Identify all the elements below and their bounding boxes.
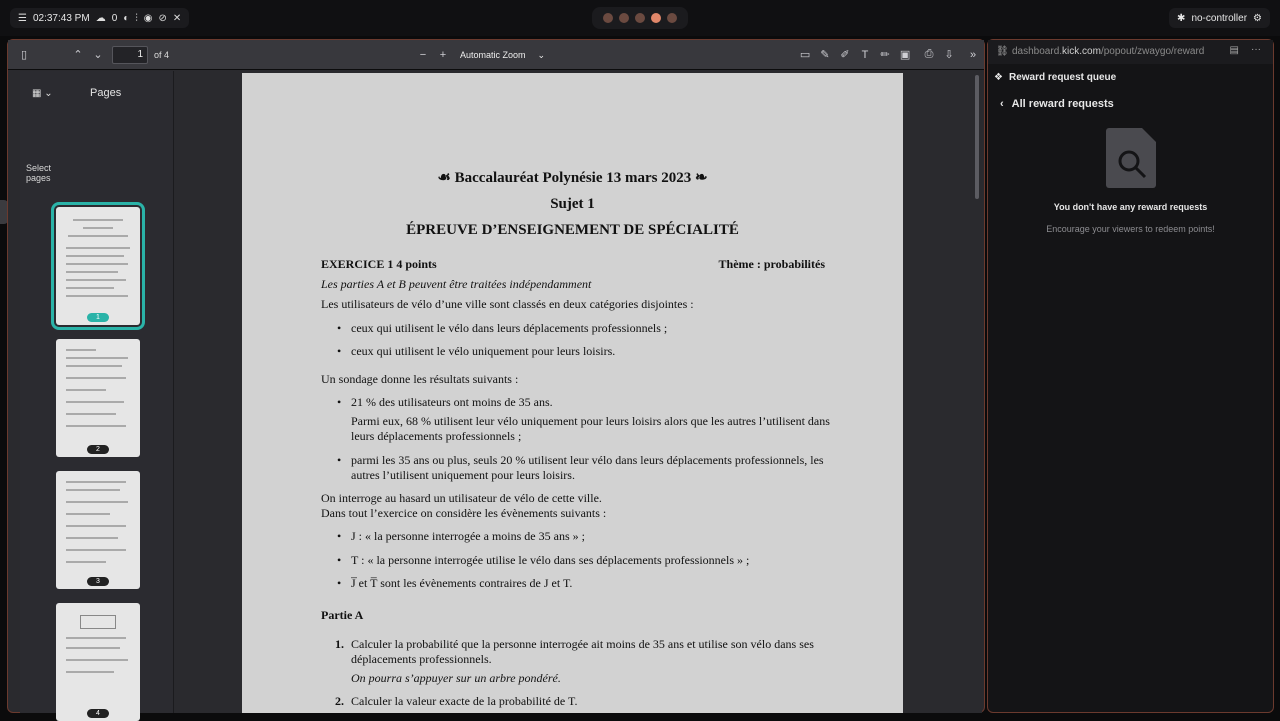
- grid-icon[interactable]: ▦ ⌄: [32, 88, 53, 99]
- bullet: •: [337, 395, 342, 409]
- pages-sidebar: [20, 71, 174, 717]
- page-thumbnail-1[interactable]: [56, 207, 140, 325]
- document-scrollbar[interactable]: [975, 75, 979, 199]
- category-2: ceux qui utilisent le vélo uniquement pour leurs loisirs.: [351, 344, 616, 358]
- workspace-dot-2[interactable]: [619, 13, 629, 23]
- workspace-dots[interactable]: [592, 7, 688, 29]
- page-total: of 4: [154, 49, 170, 60]
- thumbnail-number: 1: [87, 313, 109, 322]
- pdf-page: [242, 73, 903, 713]
- save-icon[interactable]: ⇩: [944, 49, 954, 61]
- kick-popout-window: [987, 39, 1274, 713]
- mute-icon[interactable]: ✕: [172, 12, 182, 24]
- controller-status[interactable]: [1169, 8, 1270, 28]
- highlight-icon[interactable]: ✐: [840, 49, 850, 61]
- category-1: ceux qui utilisent le vélo dans leurs déplacements professionnels ;: [351, 321, 668, 335]
- sidebar-toggle-icon[interactable]: ▯: [20, 49, 28, 61]
- result-2: parmi les 35 ans ou plus, seuls 20 % utilisent leur vélo dans leurs déplacements professionnels, les autres l’utilisent uniquement pour leurs loisirs.: [351, 453, 824, 482]
- ask-text: On interroge au hasard un utilisateur de vélo de cette ville.: [321, 491, 602, 505]
- comment-icon[interactable]: ▭: [799, 49, 811, 61]
- zoom-value: Automatic Zoom: [460, 49, 526, 60]
- question-number-1: 1.: [335, 637, 344, 651]
- consider-text: Dans tout l’exercice on considère les évènements suivants :: [321, 506, 607, 520]
- image-icon[interactable]: ▣: [899, 49, 911, 61]
- queue-header: [994, 72, 1116, 83]
- page-thumbnail-2[interactable]: [56, 339, 140, 457]
- intro-text: Les utilisateurs de vélo d’une ville sont classés en deux catégories disjointes :: [321, 297, 694, 311]
- page-thumbnail-4[interactable]: [56, 603, 140, 721]
- workspace-dot-4[interactable]: [651, 13, 661, 23]
- workspace-dot-3[interactable]: [635, 13, 645, 23]
- bullet: •: [337, 576, 342, 590]
- document-area[interactable]: [174, 71, 982, 713]
- workspace-dot-5[interactable]: [667, 13, 677, 23]
- select-pages-link[interactable]: Select pages: [26, 163, 52, 183]
- sidebar-header: [20, 71, 174, 113]
- network-icon: ⚙: [1253, 12, 1262, 24]
- doc-heading: ÉPREUVE D’ENSEIGNEMENT DE SPÉCIALITÉ: [406, 222, 739, 238]
- event-j: J : « la personne interrogée a moins de 35 ans » ;: [351, 529, 585, 543]
- more-icon[interactable]: ···: [1251, 44, 1261, 55]
- thumbnail-number: 4: [87, 709, 109, 718]
- more-tools-icon[interactable]: »: [969, 48, 977, 61]
- question-1-hint: On pourra s’appuyer sur un arbre pondéré.: [351, 671, 561, 685]
- previous-page-button[interactable]: ⌃: [73, 49, 83, 61]
- bluetooth-icon: ✱: [1177, 12, 1186, 24]
- bullet: •: [337, 553, 342, 567]
- reader-icon[interactable]: ▤: [1229, 45, 1239, 56]
- status-cluster[interactable]: [10, 8, 189, 28]
- result-1-detail: Parmi eux, 68 % utilisent leur vélo uniquement pour leurs loisirs alors que les autres l’utilisent dans leurs déplacements professionnels ;: [351, 414, 830, 443]
- url-text[interactable]: [1012, 46, 1226, 57]
- page-thumbnail-3[interactable]: [56, 471, 140, 589]
- system-top-bar: [0, 0, 1280, 36]
- queue-title: Reward request queue: [1008, 72, 1117, 83]
- back-label: All reward requests: [1011, 98, 1114, 110]
- empty-search-icon: [1106, 128, 1156, 188]
- question-2: Calculer la valeur exacte de la probabilité de T.: [351, 694, 578, 708]
- thumbnail-number: 2: [87, 445, 109, 454]
- bullet: •: [337, 529, 342, 543]
- url-host: dashboard.: [1012, 46, 1063, 57]
- sidebar-title: Pages: [90, 87, 122, 99]
- result-1: 21 % des utilisateurs ont moins de 35 ans.: [351, 395, 553, 409]
- signature-icon[interactable]: ✎: [820, 49, 830, 61]
- waveform-icon[interactable]: ⫶: [135, 12, 138, 24]
- empty-state-title: You don't have any reward requests: [1053, 202, 1208, 212]
- doc-title: ☙ Baccalauréat Polynésie 13 mars 2023 ❧: [437, 170, 708, 186]
- zoom-in-button[interactable]: +: [439, 48, 447, 61]
- thumbnail-number: 3: [87, 577, 109, 586]
- zoom-select[interactable]: [457, 46, 549, 64]
- block-icon[interactable]: ⊘: [158, 12, 167, 24]
- question-1: Calculer la probabilité que la personne interrogée ait moins de 35 ans et utilise son vélo dans ses déplacements professionnels.: [351, 637, 814, 666]
- workspace-dot-1[interactable]: [603, 13, 613, 23]
- text-icon[interactable]: T: [861, 48, 869, 61]
- cloud-count: 0: [111, 12, 118, 24]
- chevron-down-icon: ⌄: [537, 49, 546, 60]
- link-icon: ⛓: [996, 46, 1009, 57]
- controller-label: no-controller: [1191, 12, 1248, 24]
- bullet: •: [337, 344, 342, 358]
- zoom-out-button[interactable]: −: [419, 48, 427, 61]
- question-number-2: 2.: [335, 694, 344, 708]
- back-to-all-requests[interactable]: [1000, 98, 1114, 110]
- next-page-button[interactable]: ⌄: [93, 49, 103, 61]
- print-icon[interactable]: ⎙: [924, 48, 934, 60]
- clock: 02:37:43 PM: [32, 12, 90, 24]
- draw-icon[interactable]: ✏: [880, 49, 890, 61]
- pdf-toolbar: [8, 40, 984, 70]
- reward-icon: ❖: [994, 72, 1003, 83]
- chevron-left-icon: ‹: [1000, 98, 1004, 110]
- thumbnail-list: [20, 199, 174, 717]
- survey-text: Un sondage donne les résultats suivants :: [321, 372, 519, 386]
- url-domain: kick.com: [1062, 46, 1101, 57]
- parts-note: Les parties A et B peuvent être traitées indépendamment: [321, 277, 592, 291]
- sync-icon[interactable]: ◉: [143, 12, 153, 24]
- event-complements: J̅ et T̅ sont les évènements contraires de J et T.: [351, 576, 573, 590]
- event-t: T : « la personne interrogée utilise le vélo dans ses déplacements professionnels » ;: [351, 553, 750, 567]
- app-icon[interactable]: ◐: [123, 12, 130, 24]
- bullet: •: [337, 453, 342, 467]
- sliders-icon[interactable]: ☰: [18, 12, 27, 24]
- page-number-input[interactable]: 1: [112, 46, 148, 64]
- empty-state-subtitle: Encourage your viewers to redeem points!: [1046, 224, 1215, 234]
- bullet: •: [337, 321, 342, 335]
- pdf-viewer-window: [7, 39, 985, 717]
- theme-label: Thème : probabilités: [718, 257, 825, 271]
- url-bar[interactable]: [988, 40, 1273, 64]
- url-path: /popout/zwaygo/reward: [1100, 46, 1205, 57]
- exercise-label: EXERCICE 1 4 points: [321, 257, 437, 271]
- part-a-heading: Partie A: [321, 608, 364, 622]
- doc-subject: Sujet 1: [550, 196, 595, 212]
- cloud-icon[interactable]: ☁: [95, 12, 106, 24]
